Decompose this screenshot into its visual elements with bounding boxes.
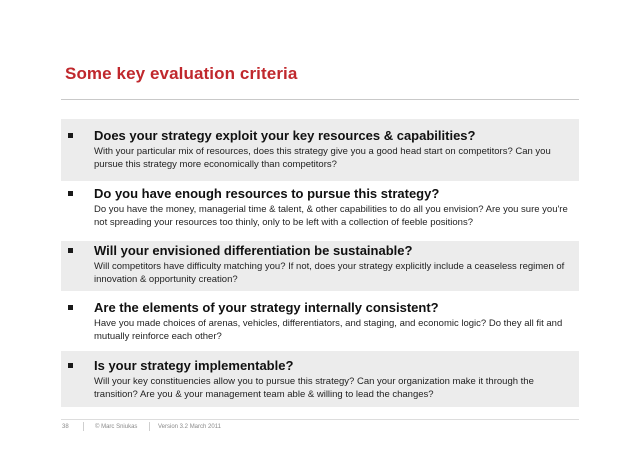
criterion-question: Is your strategy implementable? [94, 358, 294, 373]
criterion-question: Does your strategy exploit your key resources & capabilities? [94, 128, 476, 143]
page-number: 38 [62, 424, 69, 430]
footer-separator [83, 422, 84, 431]
criterion-question: Are the elements of your strategy internally consistent? [94, 300, 439, 315]
square-bullet-icon [68, 305, 73, 310]
criterion-detail: Will competitors have difficulty matching you? If not, does your strategy explicitly include a ceaseless regimen of innovation & opportunity creation? [94, 261, 565, 285]
square-bullet-icon [68, 363, 73, 368]
version-label: Version 3.2 March 2011 [158, 424, 221, 430]
footer-divider [61, 419, 579, 420]
square-bullet-icon [68, 248, 73, 253]
slide-title: Some key evaluation criteria [65, 64, 298, 83]
title-divider [61, 99, 579, 100]
footer-separator [149, 422, 150, 431]
criterion-detail: With your particular mix of resources, does this strategy give you a good head start on competitors? Can you pursue this strategy more economically than competitors? [94, 146, 551, 170]
square-bullet-icon [68, 191, 73, 196]
copyright: © Marc Sniukas [95, 424, 138, 430]
criterion-question: Will your envisioned differentiation be sustainable? [94, 243, 413, 258]
criterion-detail: Do you have the money, managerial time & talent, & other capabilities to do all you envision? Are you sure you're not spreading your resources too thinly, only to be left with a collection of feeble positions? [94, 204, 568, 228]
criterion-question: Do you have enough resources to pursue this strategy? [94, 186, 440, 201]
criterion-detail: Have you made choices of arenas, vehicles, differentiators, and staging, and economic logic? Do they all fit and mutually reinforce each other? [94, 318, 563, 342]
square-bullet-icon [68, 133, 73, 138]
criterion-detail: Will your key constituencies allow you to pursue this strategy? Can your organization make it through the transition? Are you & your management team able & willing to lead the changes? [94, 376, 534, 400]
